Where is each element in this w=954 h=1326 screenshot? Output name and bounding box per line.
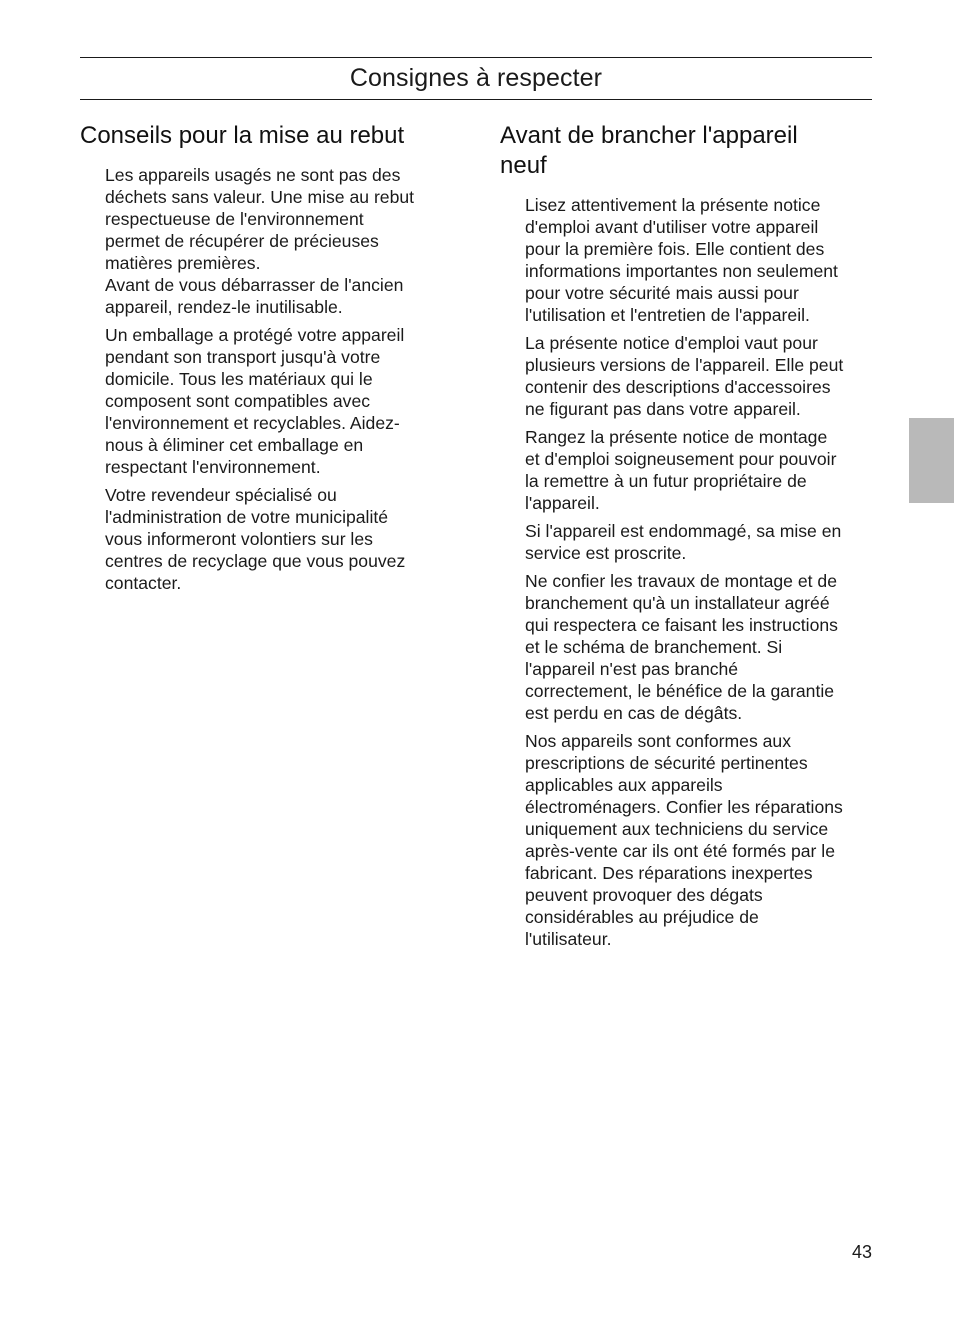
disposal-text (80, 164, 480, 594)
versions-paragraph: La présente notice d'emploi vaut pour plusieurs versions de l'appareil. Elle peut contenir des descriptions d'accessoires ne figurant pas dans votre appareil. (525, 333, 844, 419)
safety-paragraph: Nos appareils sont conformes aux prescriptions de sécurité pertinentes applicables aux appareils électroménagers. Confier les réparations uniquement aux techniciens du service après-vente car ils ont été formés par le fabricant. Des réparations inexpertes peuvent provoquer des dégats considérables au préjudice de l'utilisateur. (525, 731, 843, 949)
left-column (80, 121, 480, 600)
read-notice-paragraph: Lisez attentivement la présente notice d'emploi avant d'utiliser votre appareil pour la première fois. Elle contient des informations importantes non seulement pour votre sécurité mais aussi pour l'utilisation et l'entretien de l'appareil. (525, 195, 838, 325)
disposal-paragraph: Les appareils usagés ne sont pas des déchets sans valeur. Une mise au rebut respectueuse de l'environnement permet de récupérer de précieuses matières premières. Avant de vous débarrasser de l'ancien appareil, rendez-le inutilisable. (105, 165, 415, 317)
right-column (500, 121, 880, 956)
recycling-paragraph: Votre revendeur spécialisé ou l'administration de votre municipalité vous informeront volontiers sur les centres de recyclage que vous pouvez contacter. (105, 485, 406, 593)
before-connecting-text (500, 194, 880, 950)
packaging-paragraph: Un emballage a protégé votre appareil pendant son transport jusqu'à votre domicile. Tous les matériaux qui le composent sont compatibles avec l'environnement et recyclables. Aidez- nous à éliminer cet emballage en respectant l'environnement. (105, 325, 405, 477)
keep-notice-paragraph: Rangez la présente notice de montage et d'emploi soigneusement pour pouvoir la remettre à un futur propriétaire de l'appareil. (525, 427, 837, 513)
language-tab-marker (909, 418, 954, 503)
disposal-heading: Conseils pour la mise au rebut (80, 122, 405, 149)
damaged-paragraph: Si l'appareil est endommagé, sa mise en service est proscrite. (525, 521, 842, 563)
installer-paragraph: Ne confier les travaux de montage et de branchement qu'à un installateur agréé qui respectera ce faisant les instructions et le schéma de branchement. Si l'appareil n'est pas branché correctement, le bénéfice de la garantie est perdu en cas de dégâts. (525, 571, 838, 723)
page-header (80, 57, 872, 100)
before-connecting-heading: Avant de brancher l'appareil neuf (500, 122, 798, 179)
page-title: Consignes à respecter (349, 64, 603, 92)
page-number: 43 (851, 1242, 872, 1262)
